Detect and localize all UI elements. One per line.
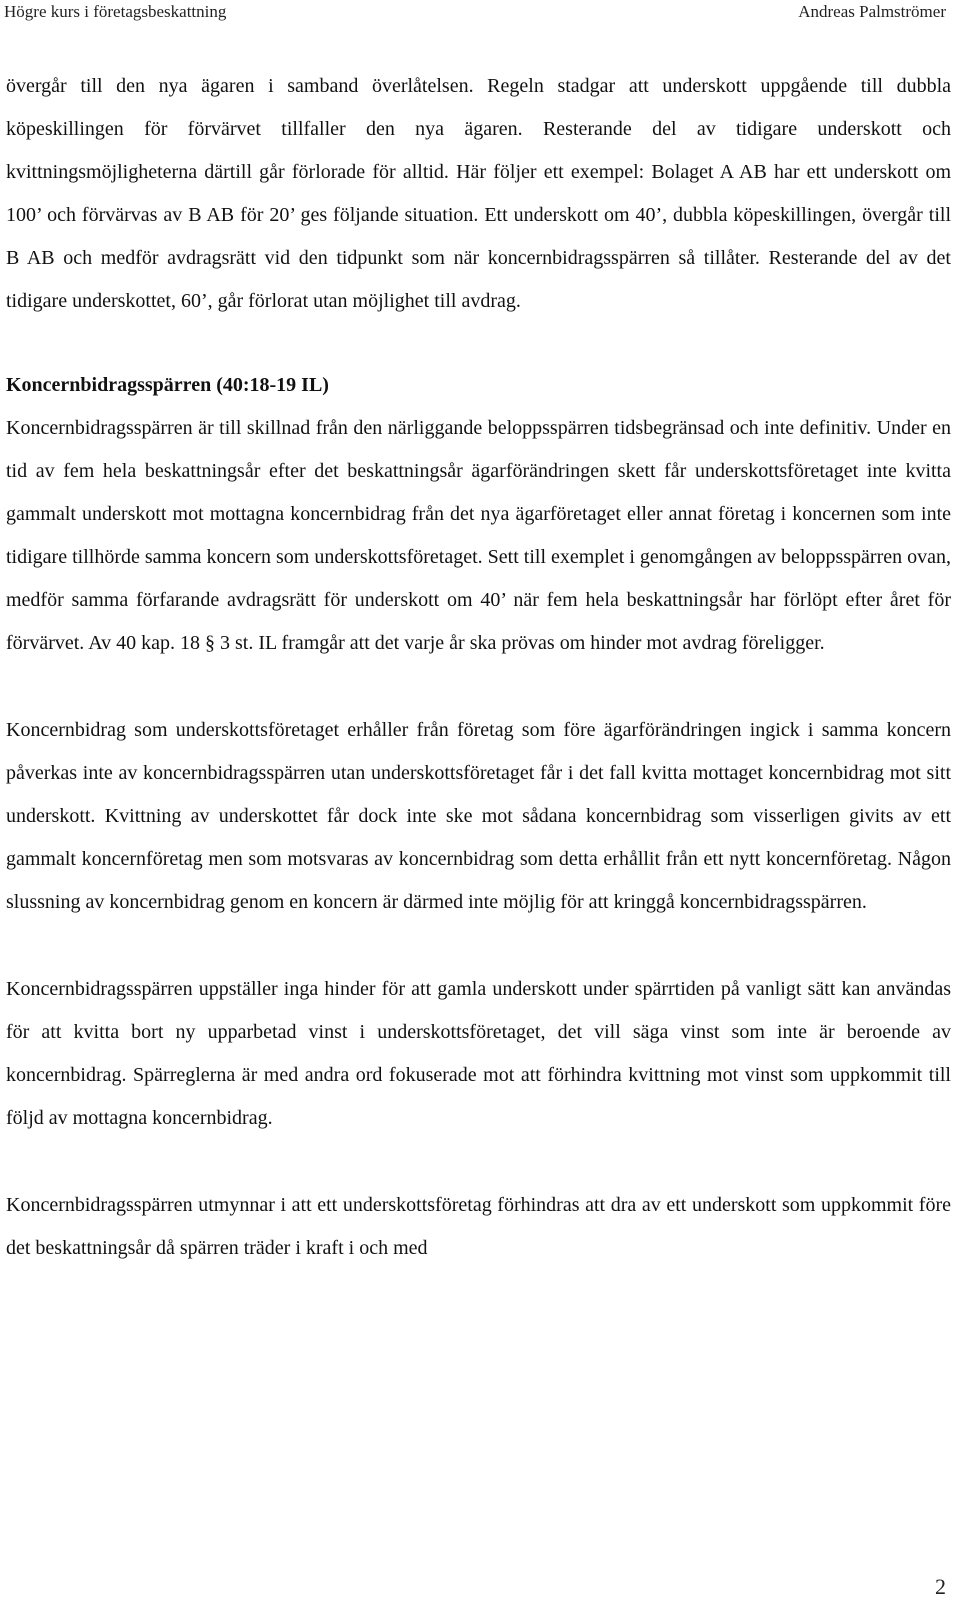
paragraph: Koncernbidrag som underskottsföretaget erhåller från företag som före ägarförändringen ingick i samma koncern påverkas inte av koncernbidragsspärren utan underskottsföretaget får i det fall kvitta mottaget koncernbidrag mot sitt underskott. Kvittning av underskottet får dock inte ske mot sådana koncernbidrag som visserligen givits av ett gammalt koncernföretag men som motsvaras av koncernbidrag som detta erhållit från ett nytt koncernföretag. Någon slussning av koncernbidrag genom en koncern är därmed inte möjlig för att kringgå koncernbidragsspärren. bbox=[6, 719, 951, 913]
running-header bbox=[0, 0, 950, 28]
section-heading: Koncernbidragsspärren (40:18-19 IL) bbox=[6, 374, 329, 396]
paragraph: Koncernbidragsspärren är till skillnad från den närliggande beloppsspärren tidsbegränsad och inte definitiv. Under en tid av fem hela beskattningsår efter det beskattningsår ägarförändringen skett får underskottsföretaget inte kvitta gammalt underskott mot mottagna koncernbidrag från det nya ägarföretaget eller annat företag i koncernen som inte tidigare tillhörde samma koncern som underskottsföretaget. Sett till exemplet i genomgången av beloppsspärren ovan, medför samma förfarande avdragsrätt för underskott om 40’ när fem hela beskattningsår har förlöpt efter året för förvärvet. Av 40 kap. 18 § 3 st. IL framgår att det varje år ska prövas om hinder mot avdrag föreligger. bbox=[6, 417, 951, 654]
paragraph: Koncernbidragsspärren uppställer inga hinder för att gamla underskott under spärrtiden på vanligt sätt kan användas för att kvitta bort ny upparbetad vinst i underskottsföretaget, det vill säga vinst som inte är beroende av koncernbidrag. Spärreglerna är med andra ord fokuserade mot att förhindra kvittning mot vinst som uppkommit till följd av mottagna koncernbidrag. bbox=[6, 978, 951, 1129]
page-number: 2 bbox=[935, 1574, 946, 1599]
paragraph: Koncernbidragsspärren utmynnar i att ett underskottsföretag förhindras att dra av ett underskott som uppkommit före det beskattningsår då spärren träder i kraft i och med bbox=[6, 1194, 951, 1259]
paragraph: övergår till den nya ägaren i samband överlåtelsen. Regeln stadgar att underskott uppgående till dubbla köpeskillingen för förvärvet tillfaller den nya ägaren. Resterande del av tidigare underskott och kvittningsmöjligheterna därtill går förlorade för alltid. Här följer ett exempel: Bolaget A AB har ett underskott om 100’ och förvärvas av B AB för 20’ ges följande situation. Ett underskott om 40’, dubbla köpeskillingen, övergår till B AB och medför avdragsrätt vid den tidpunkt som när koncernbidragsspärren så tillåter. Resterande del av det tidigare underskottet, 60’, går förlorat utan möjlighet till avdrag. bbox=[6, 75, 951, 312]
author-name: Andreas Palmströmer bbox=[798, 2, 946, 21]
document-title: Högre kurs i företagsbeskattning bbox=[4, 2, 227, 21]
page-body bbox=[6, 65, 951, 1270]
